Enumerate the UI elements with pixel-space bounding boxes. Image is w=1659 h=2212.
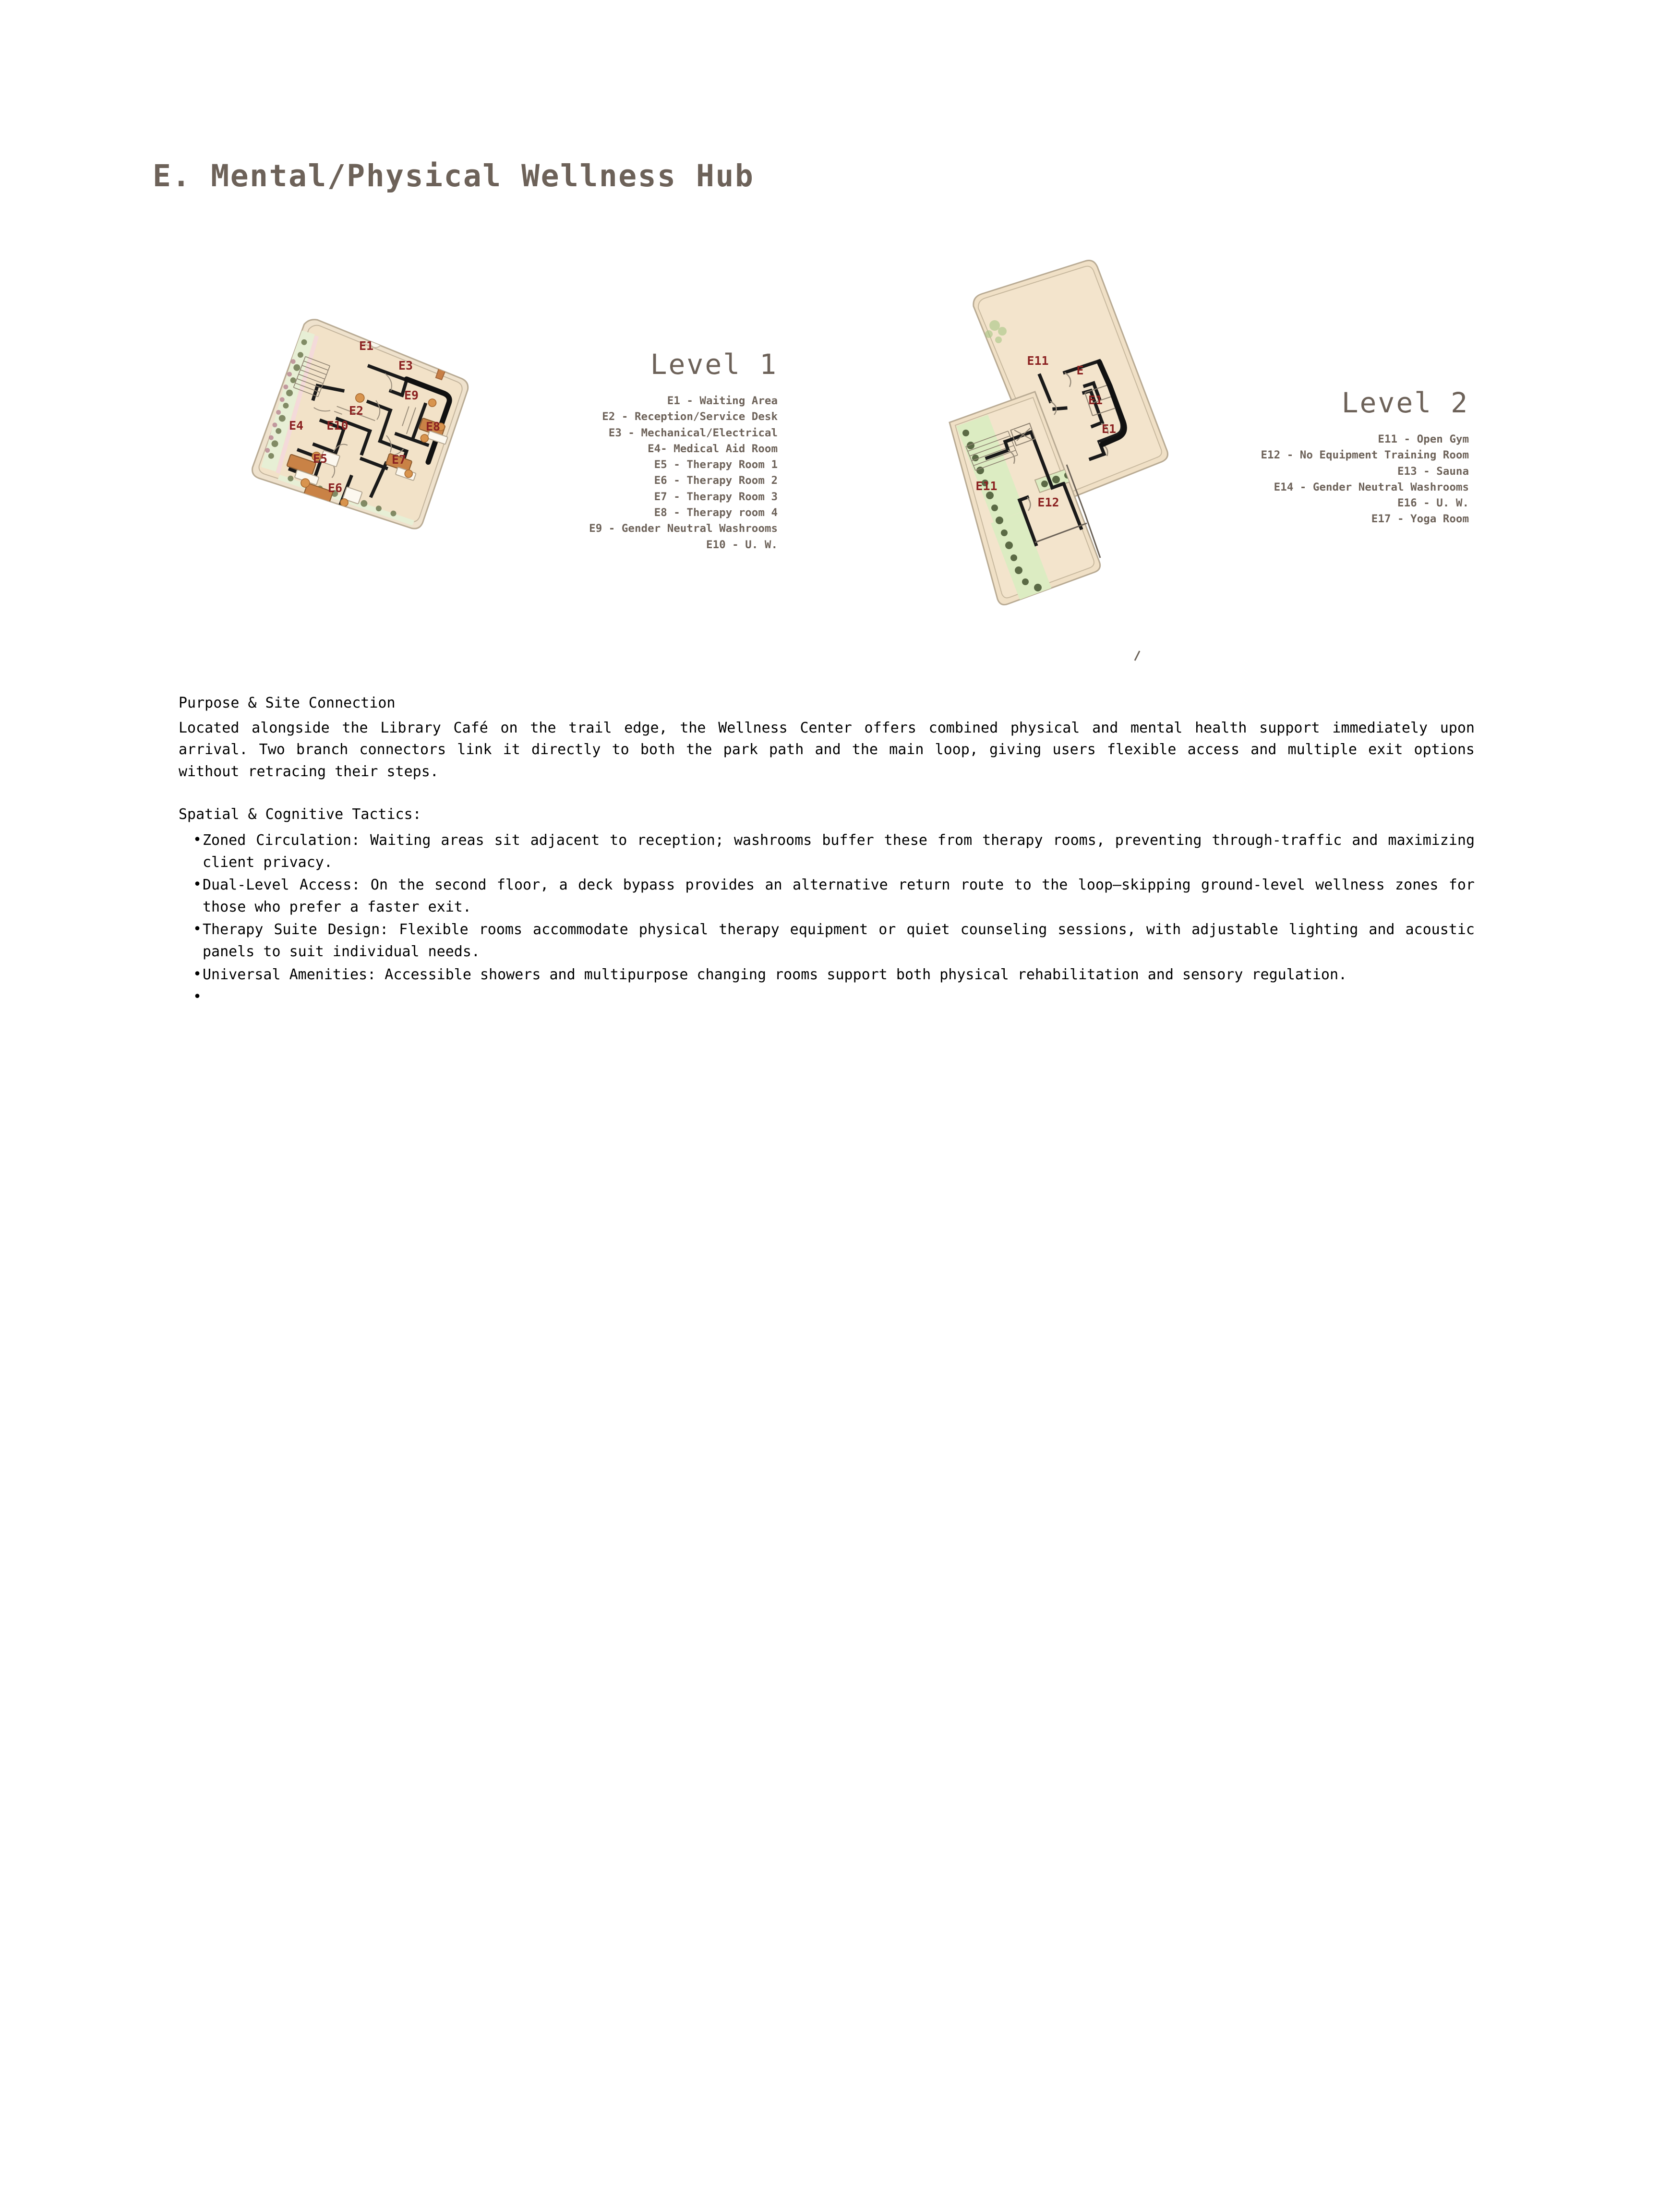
tactic-item: • Zoned Circulation: Waiting areas sit adjacent to reception; washrooms buffer these from therapy rooms, preventing through-traffic and maximizing client privacy.	[195, 830, 1475, 873]
legend-item: E1 - Waiting Area	[667, 395, 778, 407]
legend-item: E13 - Sauna	[1397, 465, 1469, 478]
plan-label-e4: E4	[289, 419, 304, 433]
tactic-item: • Universal Amenities: Accessible showers and multipurpose changing rooms support both physical rehabilitation and sensory regulation.	[195, 964, 1475, 986]
level-2-legend-block	[1190, 386, 1469, 528]
plan-label-e2: E2	[349, 404, 364, 418]
plan-stray-tick	[1135, 651, 1140, 661]
plan-label-e10: E10	[326, 419, 349, 433]
plan-label-e7: E7	[391, 453, 407, 467]
legend-item: E7 - Therapy Room 3	[654, 490, 778, 503]
level-2-title: Level 2	[1341, 386, 1469, 419]
legend-item: E2 - Reception/Service Desk	[602, 410, 778, 423]
floor-plan-level-1	[226, 307, 494, 576]
legend-item: E9 - Gender Neutral Washrooms	[589, 522, 778, 535]
legend-item: E8 - Therapy room 4	[654, 506, 778, 519]
level-1-title: Level 1	[650, 348, 778, 381]
tactic-item-empty	[195, 986, 1475, 1007]
plan-label-e3: E3	[398, 359, 413, 373]
legend-item: E6 - Therapy Room 2	[654, 474, 778, 487]
level-1-legend-list	[485, 393, 778, 553]
legend-item: E10 - U. W.	[706, 538, 778, 551]
tactic-item: • Therapy Suite Design: Flexible rooms accommodate physical therapy equipment or quiet counseling sessions, with adjustable lighting and acoustic panels to suit individual needs.	[195, 919, 1475, 962]
legend-item: E4- Medical Aid Room	[648, 442, 778, 455]
level-1-legend-block	[485, 348, 778, 553]
page-title: E. Mental/Physical Wellness Hub	[153, 158, 755, 193]
plan-label-e1: E1	[359, 339, 374, 353]
tactics-list	[179, 830, 1475, 1007]
purpose-paragraph: Located alongside the Library Café on the trail edge, the Wellness Center offers combined physical and mental health support immediately upon arrival. Two branch connectors link it directly to both the park path and the main loop, giving users flexible access and multiple exit options without retracing their steps.	[179, 719, 1475, 780]
legend-item: E11 - Open Gym	[1378, 433, 1469, 445]
plan-label-e1-mid: E1	[1088, 393, 1103, 407]
body-copy	[179, 692, 1475, 1008]
plan-label-e8: E8	[425, 420, 441, 433]
plan-label-e1-low: E1	[1101, 422, 1117, 436]
legend-item: E3 - Mechanical/Electrical	[608, 426, 778, 439]
tactics-section-heading: Spatial & Cognitive Tactics:	[179, 806, 421, 823]
legend-item: E17 - Yoga Room	[1371, 513, 1469, 526]
plan-label-e9: E9	[404, 388, 419, 402]
legend-item: E12 - No Equipment Training Room	[1261, 449, 1469, 462]
plan-label-e5: E5	[313, 452, 328, 466]
legend-item: E16 - U. W.	[1397, 497, 1469, 510]
plan-label-e12: E12	[1037, 495, 1059, 509]
plan-label-e-core: E	[1076, 363, 1084, 377]
legend-item: E5 - Therapy Room 1	[654, 458, 778, 471]
section-spacer	[179, 782, 1475, 804]
level-2-legend-list	[1190, 432, 1469, 528]
plan-label-e6: E6	[327, 481, 343, 495]
plan-label-e11-top: E11	[1027, 354, 1049, 368]
tactic-item: • Dual-Level Access: On the second floor, a deck bypass provides an alternative return route to the loop—skipping ground-level wellness zones for those who prefer a faster exit.	[195, 874, 1475, 918]
legend-item: E14 - Gender Neutral Washrooms	[1274, 481, 1469, 493]
purpose-section-heading: Purpose & Site Connection	[179, 695, 396, 711]
plan-label-e11-left: E11	[975, 479, 998, 493]
